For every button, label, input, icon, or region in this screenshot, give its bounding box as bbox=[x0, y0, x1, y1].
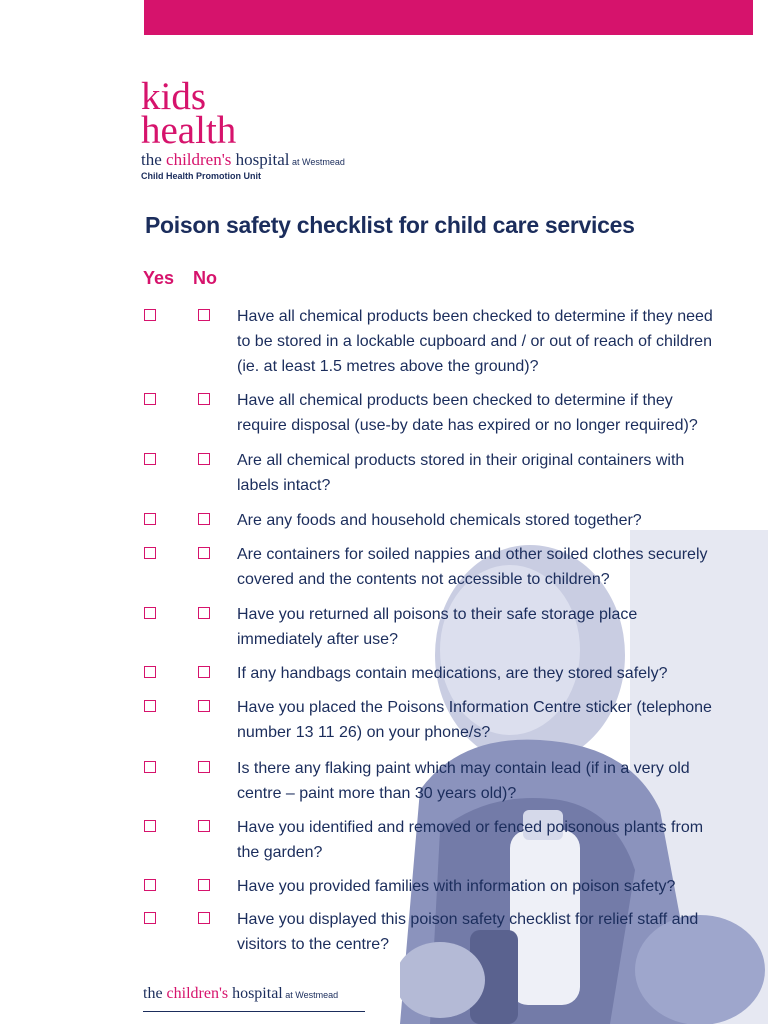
logo-hospital-name bbox=[141, 150, 345, 170]
footer-childrens: children's bbox=[166, 985, 229, 1002]
yes-column-header: Yes bbox=[143, 268, 175, 288]
footer-at-westmead: at Westmead bbox=[282, 990, 339, 1000]
question-text: Are all chemical products stored in their original containers with labels intact? bbox=[237, 452, 685, 494]
yes-checkbox[interactable] bbox=[144, 761, 156, 773]
no-checkbox[interactable] bbox=[198, 700, 210, 712]
question-text: Have you displayed this poison safety checklist for relief staff and visitors to the centre? bbox=[237, 911, 699, 953]
question-text: Have all chemical products been checked to determine if they need to be stored in a lockable cupboard and / or out of reach of children (ie. at least 1.5 metres above the ground)? bbox=[237, 308, 713, 375]
footer-hospital: hospital bbox=[228, 985, 283, 1002]
yes-checkbox[interactable] bbox=[144, 547, 156, 559]
no-checkbox[interactable] bbox=[198, 393, 210, 405]
yes-checkbox[interactable] bbox=[144, 700, 156, 712]
yes-checkbox[interactable] bbox=[144, 820, 156, 832]
logo-hospital: hospital bbox=[231, 150, 290, 169]
footer-divider bbox=[143, 1011, 365, 1012]
yes-checkbox[interactable] bbox=[144, 912, 156, 924]
question-text: Are any foods and household chemicals stored together? bbox=[237, 512, 642, 529]
no-checkbox[interactable] bbox=[198, 607, 210, 619]
question-text: Have you provided families with information on poison safety? bbox=[237, 878, 676, 895]
no-column-header: No bbox=[193, 268, 217, 288]
yes-checkbox[interactable] bbox=[144, 393, 156, 405]
question-text: Is there any flaking paint which may contain lead (if in a very old centre – paint more than 30 years old)? bbox=[237, 760, 690, 802]
page-title: Poison safety checklist for child care services bbox=[145, 212, 635, 238]
no-checkbox[interactable] bbox=[198, 309, 210, 321]
no-checkbox[interactable] bbox=[198, 547, 210, 559]
footer-hospital-name bbox=[143, 985, 338, 1003]
no-checkbox[interactable] bbox=[198, 453, 210, 465]
kids-health-logo bbox=[141, 75, 345, 181]
top-banner bbox=[144, 0, 753, 35]
no-checkbox[interactable] bbox=[198, 666, 210, 678]
no-checkbox[interactable] bbox=[198, 912, 210, 924]
question-text: Have you returned all poisons to their safe storage place immediately after use? bbox=[237, 606, 638, 648]
logo-the: the bbox=[141, 150, 167, 169]
yes-checkbox[interactable] bbox=[144, 453, 156, 465]
no-checkbox[interactable] bbox=[198, 513, 210, 525]
question-text: Have you placed the Poisons Information Centre sticker (telephone number 13 11 26) on your phone/s? bbox=[237, 699, 712, 741]
yes-checkbox[interactable] bbox=[144, 879, 156, 891]
question-text: Are containers for soiled nappies and other soiled clothes securely covered and the contents not accessible to children? bbox=[237, 546, 708, 588]
question-text: Have you identified and removed or fenced poisonous plants from the garden? bbox=[237, 819, 704, 861]
question-text: Have all chemical products been checked to determine if they require disposal (use-by date has expired or no longer required)? bbox=[237, 392, 698, 434]
no-checkbox[interactable] bbox=[198, 879, 210, 891]
logo-kids: kids bbox=[141, 75, 207, 118]
logo-health: health bbox=[141, 109, 237, 152]
no-checkbox[interactable] bbox=[198, 761, 210, 773]
question-text: If any handbags contain medications, are they stored safely? bbox=[237, 665, 668, 682]
logo-unit: Child Health Promotion Unit bbox=[141, 171, 261, 181]
logo-childrens: children's bbox=[166, 150, 232, 169]
yes-checkbox[interactable] bbox=[144, 666, 156, 678]
yes-checkbox[interactable] bbox=[144, 513, 156, 525]
yes-checkbox[interactable] bbox=[144, 309, 156, 321]
yes-checkbox[interactable] bbox=[144, 607, 156, 619]
footer-the: the bbox=[143, 985, 167, 1002]
no-checkbox[interactable] bbox=[198, 820, 210, 832]
logo-at-westmead: at Westmead bbox=[289, 157, 345, 167]
